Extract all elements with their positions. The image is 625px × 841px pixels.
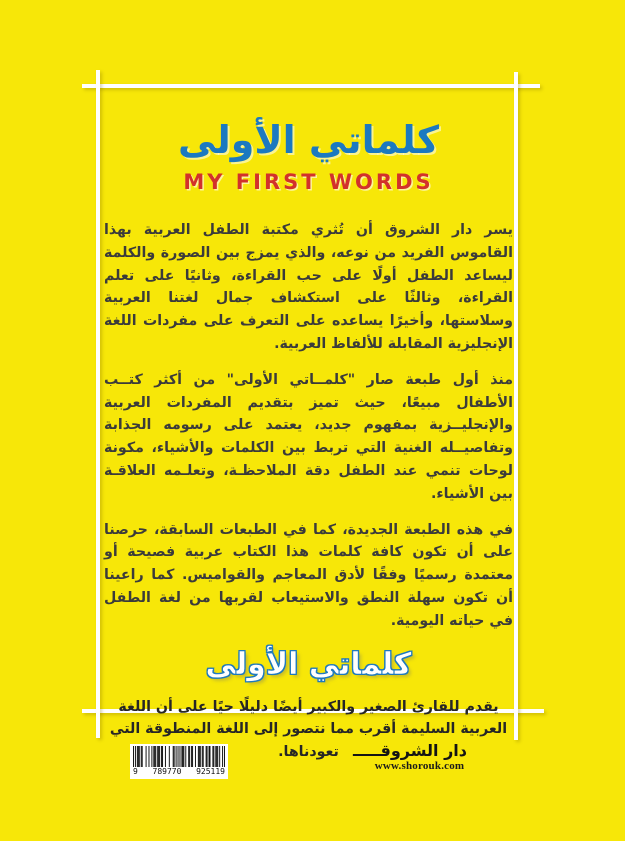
paragraph-edition: في هذه الطبعة الجديدة، كما في الطبعات السابقة، حرصنا على أن تكون كافة كلمات هذا الكتاب عربية فصيحة أو معتمدة رسميًا وفقًا لأدق المعاجم والقواميس. كما راعينا أن تكون سهلة النطق والاستيعاب لقربها من لغة الطفل في حياته اليومية.: [104, 521, 513, 629]
publisher-name-arabic: دار الشروقـــــ: [353, 741, 467, 760]
frame-line-left: [96, 70, 100, 738]
frame-line-right: [514, 72, 518, 740]
isbn-barcode: [130, 744, 228, 779]
publisher-logo: [353, 741, 467, 773]
isbn-digit-group: 925119: [196, 767, 225, 776]
paragraph-history: منذ أول طبعة صار "كلمــاتي الأولى" من أكثر كتــب الأطفال مبيعًا، حيث تميز بتقديم المفردات العربية والإنجليــزية بمفهوم جديد، يعتمد على رسومه الجذابة وتفاصيــله الغنية التي تربط بين الكلمات والأشياء، مكونة لوحات تنمي عند الطفل دقة الملاحظـة، وتعلـمه العلاقـة بين الأشياء.: [104, 371, 513, 502]
isbn-digits: [133, 767, 225, 777]
frame-line-top: [82, 84, 540, 88]
back-cover-text: [104, 219, 513, 777]
barcode-bars: [133, 746, 225, 767]
paragraph-intro: يسر دار الشروق أن تُثري مكتبة الطفل العربية بهذا القاموس الفريد من نوعه، والذي يمزج بين الصورة والكلمة ليساعد الطفل أولًا على حب القراءة، وثانيًا على تعلم القراءة، وثالثًا على استكشاف جمال لغتنا العربية وسلاستها، وأخيرًا يساعده على التعرف على مفردات اللغة الإنجليزية المقابلة للألفاظ العربية.: [104, 222, 513, 352]
book-title-arabic: كلماتي الأولى: [178, 118, 439, 162]
isbn-digit-group: 789770: [152, 767, 182, 776]
isbn-digit-group: 9: [133, 767, 138, 776]
header: [104, 118, 513, 194]
publisher-website-url: www.shorouk.com: [374, 760, 465, 772]
paragraph-closing: يقدم للقارئ الصغير والكبير أيضًا دليلًا حيًا على أن اللغة العربية السليمة أقرب مما نتصور إلى اللغة المنطوقة التي تعودناها.: [109, 698, 508, 761]
series-logo-arabic: كلماتي الأولى: [205, 646, 412, 682]
book-title-english: MY FIRST WORDS: [183, 169, 434, 194]
